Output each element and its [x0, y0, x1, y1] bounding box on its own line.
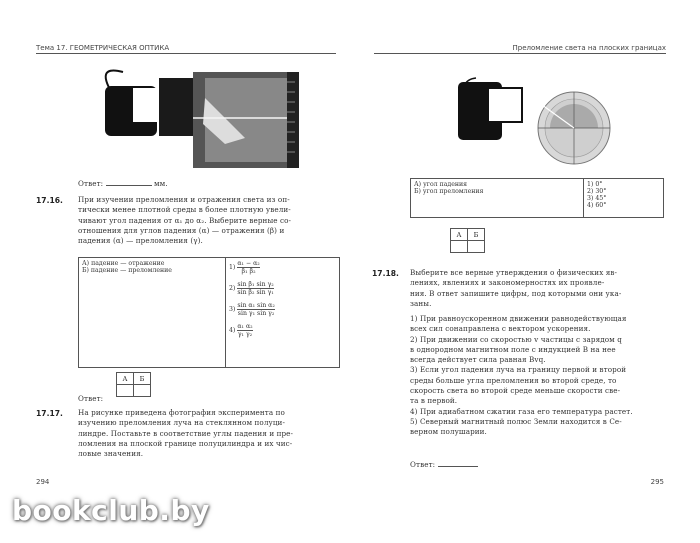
option-angle-incidence: А) угол падения: [414, 181, 468, 188]
page-number-right: 295: [650, 478, 664, 486]
task-17-16-answer-label: Ответ:: [78, 394, 104, 403]
formula-2: 2) $\frac{\text{sin β₁ sin γ₂}}{\text{sin β₂ sin γ₁}}$: [229, 281, 274, 296]
left-running-header: Тема 17. ГЕОМЕТРИЧЕСКАЯ ОПТИКА: [36, 44, 170, 52]
task-17-17-text: На рисунке приведена фотография эксперимента по изучению преломления луча на стеклянном полуци- линдре. Поставьте в соответствие углы падения и пре- ломления на плоской границе полуцилиндра и их чис- ловые значения.: [78, 408, 294, 459]
left-header-rule: [36, 53, 336, 54]
task-17-16-text: При изучении преломления и отражения света из оп- тически менее плотной среды в более плотную увели- чивают угол падения от α₁ до α₂. Выберите верные со- отношения для углов падения (α) — отражения (β) и падения (α) — преломления (γ).: [78, 195, 292, 246]
value-option-2: 2) 30°: [587, 188, 607, 195]
formula-4: 4) $\frac{\text{α₁ α₂}}{\text{γ₁ γ₂}}$: [229, 323, 253, 338]
statement-1: 1) При равноускоренном движении равнодействующая всех сил сонаправлена с вектором ускорения.: [410, 314, 627, 334]
value-option-1: 1) 0°: [587, 181, 603, 188]
option-a-label: А) падение — отражение: [82, 260, 165, 267]
experiment-photo-protractor: [452, 68, 620, 168]
answer-line-1: Ответ: мм.: [78, 179, 168, 188]
grid-header-b: Б: [468, 229, 485, 241]
statement-5: 5) Северный магнитный полюс Земли находится в Се- верном полушарии.: [410, 416, 622, 437]
task-17-18-number: 17.18.: [372, 269, 399, 278]
formula-3: 3) $\frac{\text{sin α₁ sin α₂}}{\text{sin γ₁ sin γ₂}}$: [229, 302, 275, 317]
task-17-16-answer-grid: [116, 372, 151, 397]
grid-header-a: А: [117, 373, 134, 385]
watermark-logo: bookclub.by: [12, 494, 210, 527]
option-b-label: Б) падение — преломление: [82, 267, 172, 274]
statement-2: 2) При движении со скоростью v частицы с зарядом q в однородном магнитном поле с индукцией B на нее всегда действует сила равная Bvq.: [410, 334, 622, 365]
task-17-18-text: Выберите все верные утверждения о физических яв- лениях, явлениях и закономерностях их проявле- ния. В ответ запишите цифры, под которыми они ука- заны.: [410, 268, 622, 308]
grid-header-b: Б: [134, 373, 151, 385]
task-17-16-number: 17.16.: [36, 196, 63, 205]
task-17-16-match-table: [78, 257, 340, 368]
value-option-4: 4) 60°: [587, 202, 607, 209]
task-17-17-match-table: [410, 178, 664, 218]
statement-3: 3) Если угол падения луча на границу первой и второй среды больше угла преломления во второй среде, то скорость света во второй среде меньше скорости све- та в первой.: [410, 365, 627, 406]
task-17-18-statements: [410, 314, 668, 438]
value-option-3: 3) 45°: [587, 195, 607, 202]
page-number-left: 294: [36, 478, 50, 486]
option-angle-refraction: Б) угол преломления: [414, 188, 484, 195]
grid-cell-b[interactable]: [468, 241, 485, 253]
answer-blank-18[interactable]: [438, 466, 478, 467]
experiment-photo-ruler: [75, 58, 315, 170]
formula-1: 1) $\frac{\text{α₁ − α₂}}{\text{β₁ β₂}}$: [229, 260, 260, 275]
right-header-rule: [374, 53, 666, 54]
grid-cell-a[interactable]: [117, 385, 134, 397]
grid-cell-a[interactable]: [451, 241, 468, 253]
task-17-18-answer-line: Ответ:: [410, 460, 478, 470]
answer-blank-1[interactable]: [106, 185, 152, 186]
statement-4: 4) При адиабатном сжатии газа его температура растет.: [410, 406, 633, 416]
task-17-17-answer-grid: [450, 228, 485, 253]
grid-cell-b[interactable]: [134, 385, 151, 397]
task-17-17-number: 17.17.: [36, 409, 63, 418]
grid-header-a: А: [451, 229, 468, 241]
right-running-header: Преломление света на плоских границах: [512, 44, 666, 52]
